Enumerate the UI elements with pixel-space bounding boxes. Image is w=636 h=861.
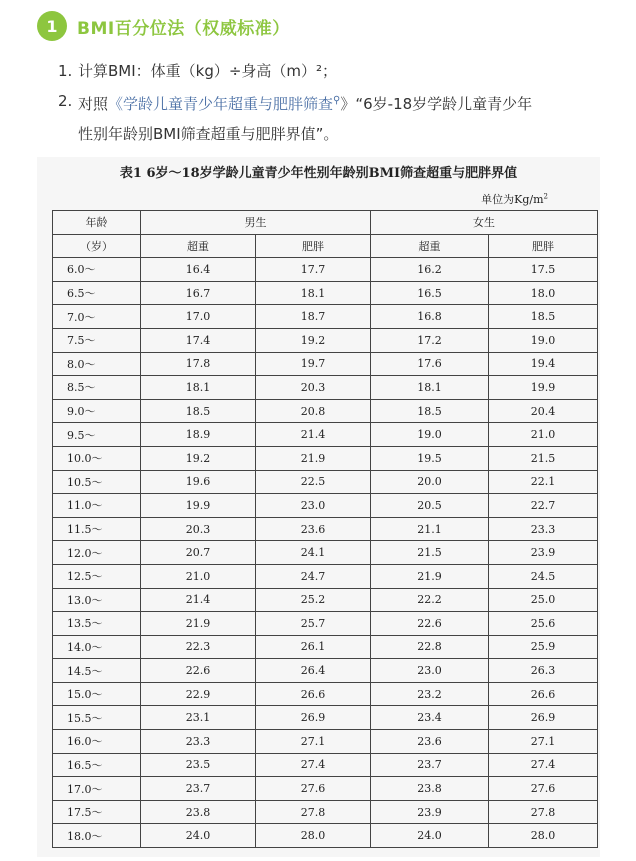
table-row bbox=[53, 612, 598, 636]
cell-male-overweight: 20.7 bbox=[141, 541, 256, 565]
cell-male-obese: 23.0 bbox=[256, 494, 371, 518]
cell-female-overweight: 23.0 bbox=[371, 659, 489, 683]
cell-male-obese: 19.7 bbox=[256, 352, 371, 376]
table-row bbox=[53, 399, 598, 423]
cell-female-obese: 27.6 bbox=[489, 777, 598, 801]
cell-female-overweight: 18.1 bbox=[371, 376, 489, 400]
cell-male-overweight: 23.5 bbox=[141, 753, 256, 777]
table-row bbox=[53, 659, 598, 683]
cell-age: 12.5～ bbox=[53, 564, 141, 588]
cell-age: 8.0～ bbox=[53, 352, 141, 376]
step-number: 2. bbox=[58, 92, 73, 110]
cell-male-overweight: 21.0 bbox=[141, 564, 256, 588]
cell-male-overweight: 18.1 bbox=[141, 376, 256, 400]
steps-list bbox=[58, 56, 618, 149]
cell-male-overweight: 20.3 bbox=[141, 517, 256, 541]
header-male-overweight: 超重 bbox=[141, 234, 256, 258]
cell-male-overweight: 23.7 bbox=[141, 777, 256, 801]
cell-male-obese: 24.1 bbox=[256, 541, 371, 565]
table-row bbox=[53, 446, 598, 470]
cell-age: 17.5～ bbox=[53, 800, 141, 824]
cell-age: 11.5～ bbox=[53, 517, 141, 541]
table-row bbox=[53, 423, 598, 447]
cell-male-overweight: 17.8 bbox=[141, 352, 256, 376]
header-male: 男生 bbox=[141, 211, 371, 235]
cell-female-obese: 25.9 bbox=[489, 635, 598, 659]
cell-female-obese: 28.0 bbox=[489, 824, 598, 848]
cell-male-obese: 20.8 bbox=[256, 399, 371, 423]
cell-age: 9.5～ bbox=[53, 423, 141, 447]
cell-male-obese: 18.7 bbox=[256, 305, 371, 329]
cell-male-obese: 18.1 bbox=[256, 281, 371, 305]
cell-female-obese: 23.3 bbox=[489, 517, 598, 541]
table-row bbox=[53, 777, 598, 801]
cell-male-overweight: 16.4 bbox=[141, 258, 256, 282]
table-row bbox=[53, 564, 598, 588]
table-row bbox=[53, 281, 598, 305]
table-title: 表1 6岁～18岁学龄儿童青少年性别年龄别BMI筛查超重与肥胖界值 bbox=[119, 166, 518, 181]
cell-female-overweight: 23.7 bbox=[371, 753, 489, 777]
table-row bbox=[53, 494, 598, 518]
step-suffix: 》“6岁-18岁学龄儿童青少年 bbox=[340, 95, 533, 113]
cell-age: 9.0～ bbox=[53, 399, 141, 423]
cell-female-obese: 22.1 bbox=[489, 470, 598, 494]
cell-female-overweight: 21.5 bbox=[371, 541, 489, 565]
cell-female-overweight: 22.6 bbox=[371, 612, 489, 636]
table-row bbox=[53, 588, 598, 612]
cell-male-obese: 27.4 bbox=[256, 753, 371, 777]
step-number: 1. bbox=[58, 62, 73, 80]
cell-age: 7.0～ bbox=[53, 305, 141, 329]
header-female: 女生 bbox=[371, 211, 598, 235]
cell-female-obese: 27.4 bbox=[489, 753, 598, 777]
cell-female-overweight: 20.5 bbox=[371, 494, 489, 518]
cell-age: 6.5～ bbox=[53, 281, 141, 305]
step-line-2: 性别年龄别BMI筛查超重与肥胖界值”。 bbox=[78, 125, 339, 143]
cell-female-overweight: 23.8 bbox=[371, 777, 489, 801]
cell-male-obese: 20.3 bbox=[256, 376, 371, 400]
cell-age: 10.0～ bbox=[53, 446, 141, 470]
cell-age: 13.5～ bbox=[53, 612, 141, 636]
table-body bbox=[53, 258, 598, 848]
table-row bbox=[53, 328, 598, 352]
header-age-unit: （岁） bbox=[53, 234, 141, 258]
cell-female-overweight: 22.8 bbox=[371, 635, 489, 659]
cell-age: 18.0～ bbox=[53, 824, 141, 848]
cell-age: 15.0～ bbox=[53, 682, 141, 706]
cell-female-obese: 19.0 bbox=[489, 328, 598, 352]
cell-female-obese: 21.5 bbox=[489, 446, 598, 470]
cell-male-overweight: 22.6 bbox=[141, 659, 256, 683]
cell-female-overweight: 23.9 bbox=[371, 800, 489, 824]
cell-female-overweight: 16.2 bbox=[371, 258, 489, 282]
cell-male-overweight: 17.0 bbox=[141, 305, 256, 329]
header-male-obese: 肥胖 bbox=[256, 234, 371, 258]
table-row bbox=[53, 376, 598, 400]
cell-female-obese: 24.5 bbox=[489, 564, 598, 588]
cell-male-obese: 26.6 bbox=[256, 682, 371, 706]
header-female-obese: 肥胖 bbox=[489, 234, 598, 258]
cell-male-obese: 26.1 bbox=[256, 635, 371, 659]
table-header-row-1 bbox=[53, 211, 598, 235]
cell-female-obese: 17.5 bbox=[489, 258, 598, 282]
cell-male-obese: 27.8 bbox=[256, 800, 371, 824]
cell-male-obese: 21.4 bbox=[256, 423, 371, 447]
cell-female-overweight: 18.5 bbox=[371, 399, 489, 423]
cell-female-obese: 19.4 bbox=[489, 352, 598, 376]
cell-age: 11.0～ bbox=[53, 494, 141, 518]
step-1 bbox=[58, 56, 618, 86]
cell-male-overweight: 17.4 bbox=[141, 328, 256, 352]
cell-male-overweight: 18.9 bbox=[141, 423, 256, 447]
table-unit: 单位为$Kg/m^2$ bbox=[481, 192, 548, 206]
cell-female-obese: 18.0 bbox=[489, 281, 598, 305]
cell-male-overweight: 21.4 bbox=[141, 588, 256, 612]
cell-female-obese: 27.1 bbox=[489, 730, 598, 754]
table-row bbox=[53, 635, 598, 659]
cell-female-overweight: 17.2 bbox=[371, 328, 489, 352]
cell-female-obese: 26.6 bbox=[489, 682, 598, 706]
table-row bbox=[53, 258, 598, 282]
step-prefix: 对照 bbox=[78, 95, 109, 113]
cell-male-overweight: 21.9 bbox=[141, 612, 256, 636]
cell-female-overweight: 22.2 bbox=[371, 588, 489, 612]
cell-male-obese: 28.0 bbox=[256, 824, 371, 848]
table-row bbox=[53, 730, 598, 754]
cell-age: 15.5～ bbox=[53, 706, 141, 730]
cell-male-obese: 25.2 bbox=[256, 588, 371, 612]
cell-male-obese: 27.1 bbox=[256, 730, 371, 754]
step-2 bbox=[58, 86, 618, 149]
cell-female-obese: 26.9 bbox=[489, 706, 598, 730]
table-row bbox=[53, 541, 598, 565]
cell-male-obese: 27.6 bbox=[256, 777, 371, 801]
section-header bbox=[37, 10, 290, 42]
table-row bbox=[53, 706, 598, 730]
cell-age: 16.0～ bbox=[53, 730, 141, 754]
header-age: 年龄 bbox=[53, 211, 141, 235]
cell-female-obese: 25.6 bbox=[489, 612, 598, 636]
cell-age: 14.0～ bbox=[53, 635, 141, 659]
cell-age: 6.0～ bbox=[53, 258, 141, 282]
cell-male-overweight: 23.1 bbox=[141, 706, 256, 730]
cell-female-obese: 18.5 bbox=[489, 305, 598, 329]
step-body bbox=[78, 86, 618, 149]
cell-male-overweight: 24.0 bbox=[141, 824, 256, 848]
cell-female-obese: 27.8 bbox=[489, 800, 598, 824]
cell-age: 13.0～ bbox=[53, 588, 141, 612]
cell-male-overweight: 23.8 bbox=[141, 800, 256, 824]
cell-age: 16.5～ bbox=[53, 753, 141, 777]
header-female-overweight: 超重 bbox=[371, 234, 489, 258]
search-icon[interactable]: ⚲ bbox=[333, 95, 341, 106]
table-header-row-2 bbox=[53, 234, 598, 258]
cell-male-overweight: 22.9 bbox=[141, 682, 256, 706]
cell-female-overweight: 21.9 bbox=[371, 564, 489, 588]
step-text: 计算BMI：体重（kg）÷身高（m）²； bbox=[78, 62, 338, 80]
table-row bbox=[53, 470, 598, 494]
cell-age: 12.0～ bbox=[53, 541, 141, 565]
section-title: BMI百分位法（权威标准） bbox=[77, 18, 290, 39]
cell-age: 14.5～ bbox=[53, 659, 141, 683]
cell-age: 8.5～ bbox=[53, 376, 141, 400]
cell-male-overweight: 18.5 bbox=[141, 399, 256, 423]
cell-female-overweight: 20.0 bbox=[371, 470, 489, 494]
bmi-cutoff-table bbox=[52, 210, 598, 848]
cell-female-overweight: 23.6 bbox=[371, 730, 489, 754]
section-number-badge: 1 bbox=[37, 11, 67, 41]
cell-age: 10.5～ bbox=[53, 470, 141, 494]
cell-female-overweight: 21.1 bbox=[371, 517, 489, 541]
cell-male-overweight: 23.3 bbox=[141, 730, 256, 754]
cell-female-obese: 23.9 bbox=[489, 541, 598, 565]
table-row bbox=[53, 517, 598, 541]
cell-male-overweight: 19.6 bbox=[141, 470, 256, 494]
cell-male-overweight: 19.9 bbox=[141, 494, 256, 518]
cell-male-obese: 17.7 bbox=[256, 258, 371, 282]
table-row bbox=[53, 682, 598, 706]
cell-male-overweight: 19.2 bbox=[141, 446, 256, 470]
cell-male-obese: 25.7 bbox=[256, 612, 371, 636]
cell-male-obese: 19.2 bbox=[256, 328, 371, 352]
cell-female-obese: 19.9 bbox=[489, 376, 598, 400]
cell-male-obese: 23.6 bbox=[256, 517, 371, 541]
cell-female-overweight: 16.5 bbox=[371, 281, 489, 305]
bmi-table-image bbox=[37, 157, 600, 857]
cell-age: 17.0～ bbox=[53, 777, 141, 801]
table-row bbox=[53, 824, 598, 848]
screening-standard-link[interactable]: 《学龄儿童青少年超重与肥胖筛查 bbox=[108, 95, 334, 113]
cell-male-obese: 26.9 bbox=[256, 706, 371, 730]
table-row bbox=[53, 352, 598, 376]
cell-female-obese: 21.0 bbox=[489, 423, 598, 447]
cell-male-overweight: 22.3 bbox=[141, 635, 256, 659]
cell-male-obese: 26.4 bbox=[256, 659, 371, 683]
cell-female-obese: 26.3 bbox=[489, 659, 598, 683]
table-row bbox=[53, 305, 598, 329]
table-row bbox=[53, 753, 598, 777]
cell-female-overweight: 17.6 bbox=[371, 352, 489, 376]
cell-female-overweight: 23.4 bbox=[371, 706, 489, 730]
table-row bbox=[53, 800, 598, 824]
cell-female-overweight: 19.0 bbox=[371, 423, 489, 447]
cell-female-obese: 25.0 bbox=[489, 588, 598, 612]
cell-age: 7.5～ bbox=[53, 328, 141, 352]
cell-female-overweight: 16.8 bbox=[371, 305, 489, 329]
cell-male-obese: 22.5 bbox=[256, 470, 371, 494]
cell-female-overweight: 19.5 bbox=[371, 446, 489, 470]
cell-female-obese: 22.7 bbox=[489, 494, 598, 518]
cell-male-obese: 24.7 bbox=[256, 564, 371, 588]
cell-female-overweight: 23.2 bbox=[371, 682, 489, 706]
cell-female-overweight: 24.0 bbox=[371, 824, 489, 848]
cell-male-overweight: 16.7 bbox=[141, 281, 256, 305]
cell-male-obese: 21.9 bbox=[256, 446, 371, 470]
step-line-1 bbox=[78, 86, 618, 119]
cell-female-obese: 20.4 bbox=[489, 399, 598, 423]
